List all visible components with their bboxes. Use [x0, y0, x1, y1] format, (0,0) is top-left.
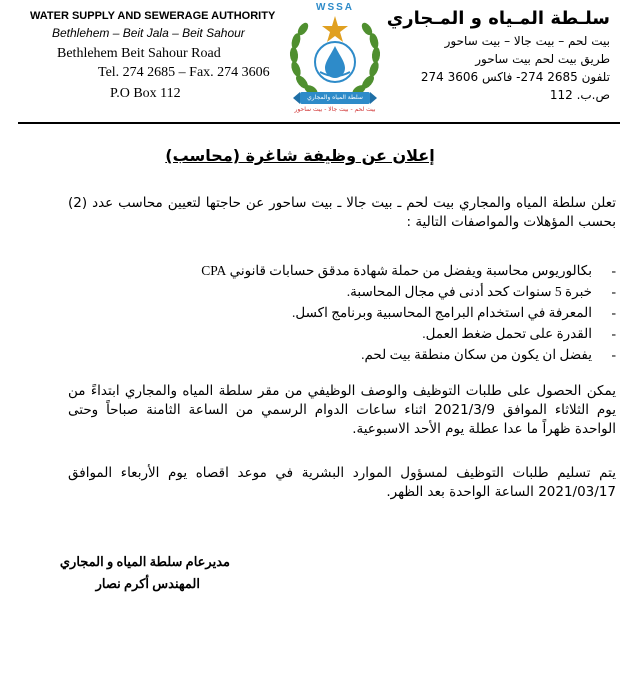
- list-item: - القدرة على تحمل ضغط العمل.: [422, 326, 616, 341]
- cities-en: Bethlehem – Beit Jala – Beit Sahour: [52, 26, 245, 40]
- list-item: - بكالوريوس محاسبة ويفضل من حملة شهادة مدقق حسابات قانوني CPA: [201, 263, 616, 278]
- cities-ar: بيت لحم – بيت جالا – بيت ساحور: [444, 34, 610, 48]
- phone-ar: تلفون 2685 274- فاكس 3606 274: [420, 70, 610, 84]
- signature-name: المهندس أكرم نصار: [95, 576, 200, 591]
- pobox-en: P.O Box 112: [110, 86, 181, 101]
- org-name-en: WATER SUPPLY AND SEWERAGE AUTHORITY: [30, 10, 276, 22]
- phone-en: Tel. 274 2685 – Fax. 274 3606: [98, 65, 270, 80]
- road-en: Bethlehem Beit Sahour Road: [57, 46, 221, 61]
- submission-paragraph: يتم تسليم طلبات التوظيف لمسؤول الموارد البشرية في موعد اقصاه يوم الأربعاء الموافق 2021/03/17 الساعة الواحدة بعد الظهر.: [68, 465, 616, 500]
- logo-abbr: WSSA: [316, 2, 354, 13]
- signature-title: مديرعام سلطة المياه و المجاري: [59, 554, 230, 569]
- pobox-ar: ص.ب. 112: [549, 88, 610, 102]
- road-ar: طريق بيت لحم بيت ساحور: [475, 52, 610, 66]
- announcement-title: إعلان عن وظيفة شاغرة (محاسب): [165, 146, 435, 165]
- intro-paragraph: تعلن سلطة المياه والمجاري بيت لحم ـ بيت جالا ـ بيت ساحور عن حاجتها لتعيين محاسب عدد (2) بحسب المؤهلات والمواصفات التالية :: [68, 195, 616, 230]
- list-item: - يفضل ان يكون من سكان منطقة بيت لحم.: [361, 347, 616, 362]
- logo-sub-text: بيت لحم - بيت جالا - بيت ساحور: [294, 106, 376, 113]
- logo-ribbon-text: سلطة المياه والمجاري: [307, 94, 363, 101]
- wssa-logo: [280, 4, 390, 118]
- list-item: - المعرفة في استخدام البرامج المحاسبية وبرنامج اكسل.: [292, 305, 616, 320]
- header-divider: [18, 122, 620, 124]
- collection-paragraph: يمكن الحصول على طلبات التوظيف والوصف الوظيفي من مقر سلطة المياه والمجاري ابتداءً من يوم الثلاثاء الموافق 2021/3/9 اثناء ساعات الدوام الرسمي من الساعة الثامنة صباحاً وحتى الواحدة ظهراً ما عدا عطلة يوم الأحد الاسبوعية.: [68, 383, 616, 437]
- requirements-list: [68, 260, 616, 365]
- org-name-ar: سلـطة المـياه و المـجاري: [386, 8, 610, 29]
- list-item: - خبرة 5 سنوات كحد أدنى في مجال المحاسبة.: [346, 284, 616, 299]
